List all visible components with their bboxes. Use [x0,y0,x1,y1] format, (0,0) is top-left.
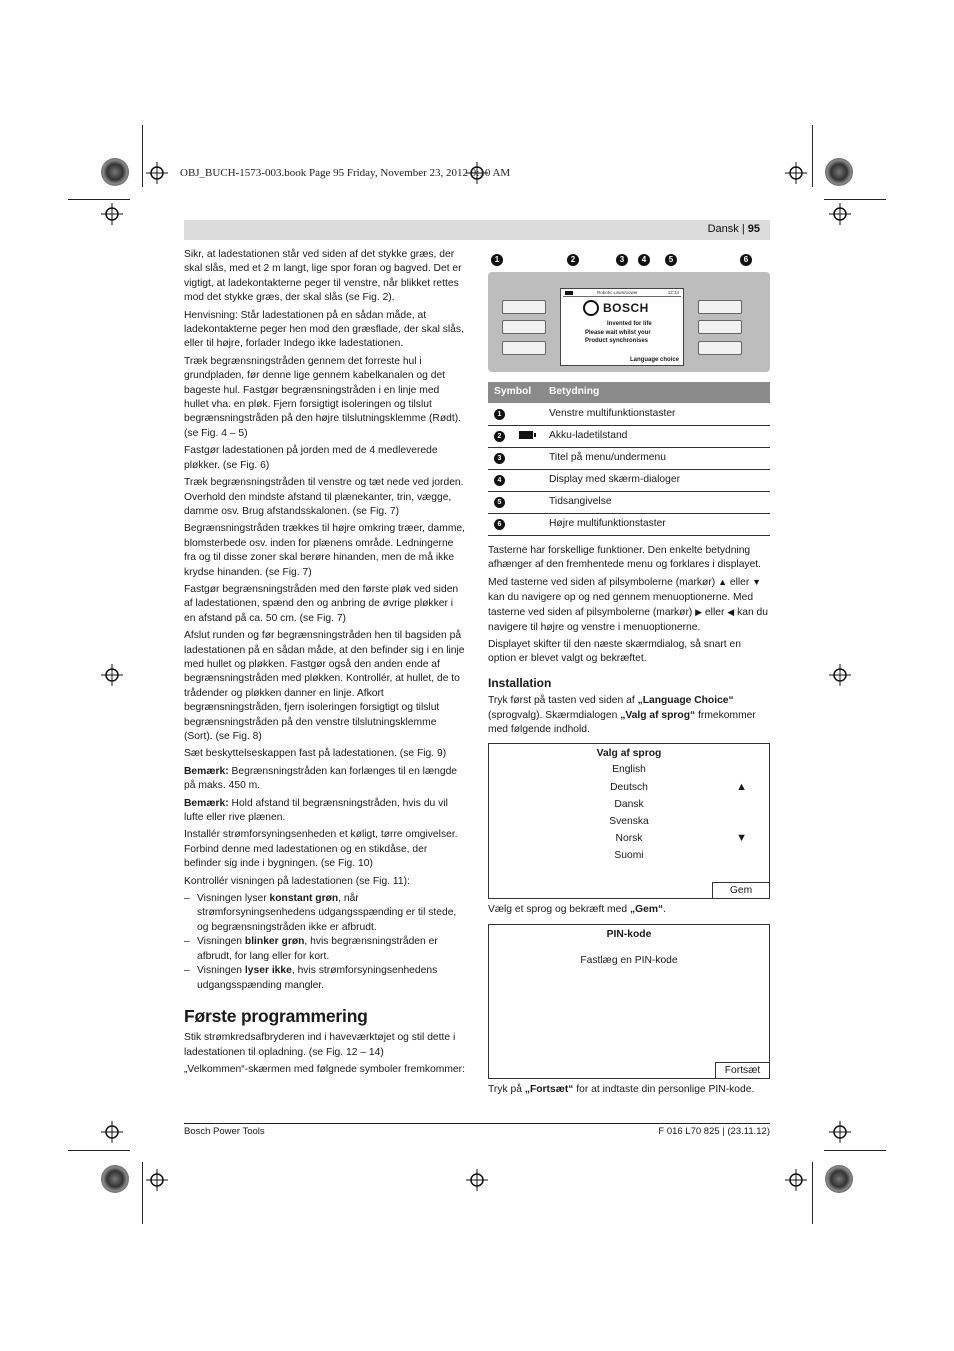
arrow-up-icon[interactable]: ▲ [736,781,747,794]
language-option[interactable]: Norsk [615,833,643,845]
header-language: Dansk [707,223,739,235]
language-option[interactable]: English [612,764,646,776]
arrow-right-icon: ▶ [695,607,703,618]
paragraph: Sikr, at ladestationen står ved siden af det stykke græs, der skal slås, med et 2 m langt, lige spor foran og bagved. Det er vigtigt, at ladekontakterne peger til venstre, når blikket rettes mod det stykke græs, der skal slås (se Fig. 2). [184,249,462,304]
paragraph: Begrænsningstråden trækkes til højre omkring træer, damme, blomsterbede osv. inden for plænens område. Ledningerne fra og til disse zoner skal berøre hinanden, men de må ikke krydse hinanden. (se Fig. 7) [184,523,465,578]
right-function-key-3[interactable] [698,341,742,355]
screen-message: Please wait whilst your Product synchronises [585,330,651,344]
table-row: 1 Venstre multifunktionstaster [488,403,770,425]
registration-mark-icon [829,1121,851,1143]
note-text: Hold afstand til begrænsningstråden, hvis du vil lufte eller rive plænen. [184,797,448,824]
registration-mark-icon [829,664,851,686]
language-option[interactable]: Suomi [614,850,644,862]
registration-mark-icon [101,203,123,225]
arrow-down-icon[interactable]: ▼ [736,832,747,845]
callout-2: 2 [567,254,579,266]
number-badge: 2 [494,431,505,442]
control-panel [488,272,770,372]
paragraph: Fastgør begrænsningstråden med den første pløk ved siden af ladestationen, spænd den og anbring de øvrige pløkker i en afstand på ca. 50 cm. (se Fig. 7) [184,583,459,624]
registration-mark-icon [101,1121,123,1143]
note [184,797,466,826]
column-header-meaning: Betydning [543,382,770,403]
number-badge: 6 [494,519,505,530]
left-function-key-1[interactable] [502,300,546,314]
note-label: Bemærk: [184,797,229,809]
brand-name: BOSCH [603,301,649,315]
paragraph: Afslut runden og før begrænsningstråden hen til bagsiden på ladestationen på en sådan måde, at den befinder sig i en linje med hullet og pløkken. Fastgør også den anden ende af begrænsningstråden med pløkken. Kontrollér, at hullet, de to trådender og pløkken danner en linje. Afkort begrænsningstråden, fjern isoleringen forsigtigt og tilslut begrænsningstråden på den venstre tilslutningsklemme (Sort). (se Fig. 8) [184,630,465,742]
screen-time: 12:34 [667,290,679,295]
paragraph: Stik strømkredsafbryderen ind i haveværktøjet og stil dette i ladestationen til opladning. (se Fig. 12 – 14) [184,1032,456,1058]
crop-mark [812,125,813,187]
list-item: – Visningen lyser konstant grøn, når strømforsyningsenhedens udgangsspænding er til stede, og begrænsningstråden ikke er afbrudt. [184,893,457,933]
symbol-table [488,382,770,536]
right-function-key-1[interactable] [698,300,742,314]
footer-doc-id: F 016 L70 825 | (23.11.12) [658,1126,770,1137]
callout-row [488,254,770,268]
table-row: 3 Titel på menu/undermenu [488,447,770,469]
language-choice-label: Language choice [629,357,679,363]
table-header-row [488,382,770,403]
table-row: 2 Akku-ladetilstand [488,425,770,447]
footer-divider [184,1123,770,1124]
crop-mark [824,1150,886,1151]
paragraph: Tryk på „Fortsæt“ for at indtaste din personlige PIN-kode. [488,1083,755,1095]
callout-3: 3 [616,254,628,266]
page-header [184,220,770,240]
right-function-key-2[interactable] [698,320,742,334]
callout-4: 4 [638,254,650,266]
color-target-icon [825,158,853,186]
paragraph: „Velkommen“-skærmen med følgnede symboler fremkommer: [184,1064,465,1076]
language-option[interactable]: Deutsch [610,781,648,793]
registration-mark-icon [785,162,807,184]
number-badge: 1 [494,409,505,420]
arrow-down-icon: ▼ [752,577,762,588]
paragraph: Fastgør ladestationen på jorden med de 4 medleverede pløkker. (se Fig. 6) [184,445,438,471]
pin-dialog [488,924,770,1079]
battery-icon [565,291,573,295]
registration-mark-icon [466,1169,488,1191]
color-target-icon [825,1165,853,1193]
dialog-title: PIN-kode [606,928,652,940]
save-button[interactable]: Gem [712,882,769,898]
paragraph: Displayet skifter til den næste skærmdialog, så snart en option er blevet valgt og bekræftet. [488,638,741,665]
callout-1: 1 [491,254,503,266]
number-badge: 5 [494,497,505,508]
status-list [184,892,466,993]
device-screen [560,288,684,366]
language-option[interactable]: Dansk [614,798,644,810]
dialog-title: Valg af sprog [596,748,662,760]
bosch-ring-icon [583,300,599,316]
color-target-icon [101,1165,129,1193]
continue-button[interactable]: Fortsæt [715,1062,769,1078]
language-dialog [488,743,770,899]
registration-mark-icon [101,664,123,686]
paragraph: Med tasterne ved siden af pilsymbolerne (markør) ▲ eller ▼ kan du navigere op og ned gennem menuoptionerne. Med tasterne ved siden af pilsymbolerne (markør) ▶ eller ◀ kan du navigere til højre og venstre i menuoptionerne. [488,577,768,633]
paragraph: Installér strømforsyningsenheden et køligt, tørre omgivelser. Forbind denne med ladestationen og en stikdåse, der befinder sig inde i bygningen. (se Fig. 10) [184,829,458,870]
paragraph: Tasterne har forskellige funktioner. Den enkelte betydning afhænger af den fremhentede menu og forklares i displayet. [488,544,762,570]
number-badge: 4 [494,475,505,486]
crop-mark [812,1162,813,1224]
registration-mark-icon [146,1169,168,1191]
callout-5: 5 [665,254,677,266]
arrow-up-icon: ▲ [718,577,727,588]
arrow-left-icon: ◀ [727,607,735,618]
header-text: Dansk | 95 [707,223,760,235]
section-title: Første programmering [184,1005,368,1026]
paragraph: Træk begrænsningstråden gennem det forreste hul i grundpladen, før denne lige gennem kabelkanalen og det bageste hul. Fastgør begrænsningstråden i en linje med hullet vha. en pløk. Fjern forsigtigt isoleringen og tilslut begrænsningstråden på den højre tilslutningsklemme (Rødt). (se Fig. 4 – 5) [184,355,462,439]
crop-mark [68,1150,130,1151]
paragraph: Sæt beskyttelseskappen fast på ladestationen. (se Fig. 9) [184,748,447,760]
subsection-title: Installation [488,675,552,690]
paragraph: Træk begrænsningstråden til venstre og tæt nede ved jorden. Overhold den mindste afstand til plænekanter, trin, vægge, damme osv. Brug afstandsskalonen. (se Fig. 7) [184,477,464,517]
right-column [488,248,770,1100]
list-item: – Visningen blinker grøn, hvis begrænsningstråden er afbrudt, for lang eller for kort. [184,936,438,962]
tagline: Invented for life [607,321,652,327]
bosch-logo [583,300,663,316]
column-header-symbol: Symbol [488,382,543,403]
screen-menu-title: Robotic Lawnmower [597,290,638,295]
list-item: – Visningen lyser ikke, hvis strømforsyningsenhedens udgangsspænding mangler. [184,965,438,991]
table-row: 5 Tidsangivelse [488,491,770,513]
table-row: 6 Højre multifunktionstaster [488,513,770,535]
left-column [184,248,466,1081]
registration-mark-icon [146,162,168,184]
note-text: Begrænsningstråden kan forlænges til en længde på maks. 450 m. [184,765,458,792]
paragraph: Tryk først på tasten ved siden af „Language Choice“ (sprogvalg). Skærmdialogen „Valg af sprog“ frmekommer med følgende indhold. [488,695,756,735]
number-badge: 3 [494,453,505,464]
paragraph: Henvisning: Står ladestationen på en sådan måde, at ladekontakterne peger hen mod den græsflade, der skal slås, eller til højre, forlader Indego ikke ladestationen. [184,309,464,350]
crop-mark [142,1162,143,1224]
screen-status-bar [563,290,681,297]
note [184,765,466,794]
callout-6: 6 [740,254,752,266]
language-option[interactable]: Svenska [609,815,649,827]
dialog-message: Fastlæg en PIN-kode [580,954,678,966]
display-figure [488,248,770,376]
book-info-line: OBJ_BUCH-1573-003.book Page 95 Friday, November 23, 2012 9:10 AM [180,167,511,179]
crop-mark [142,125,143,187]
registration-mark-icon [829,203,851,225]
left-function-key-2[interactable] [502,320,546,334]
crop-mark [824,199,886,200]
paragraph: Vælg et sprog og bekræft med „Gem“. [488,904,667,916]
crop-mark [68,199,130,200]
battery-icon [519,431,533,439]
page-number: 95 [747,223,760,235]
table-row: 4 Display med skærm-dialoger [488,469,770,491]
footer-company: Bosch Power Tools [184,1126,265,1137]
paragraph: Kontrollér visningen på ladestationen (se Fig. 11): [184,875,410,887]
color-target-icon [101,158,129,186]
note-label: Bemærk: [184,765,229,777]
registration-mark-icon [785,1169,807,1191]
left-function-key-3[interactable] [502,341,546,355]
